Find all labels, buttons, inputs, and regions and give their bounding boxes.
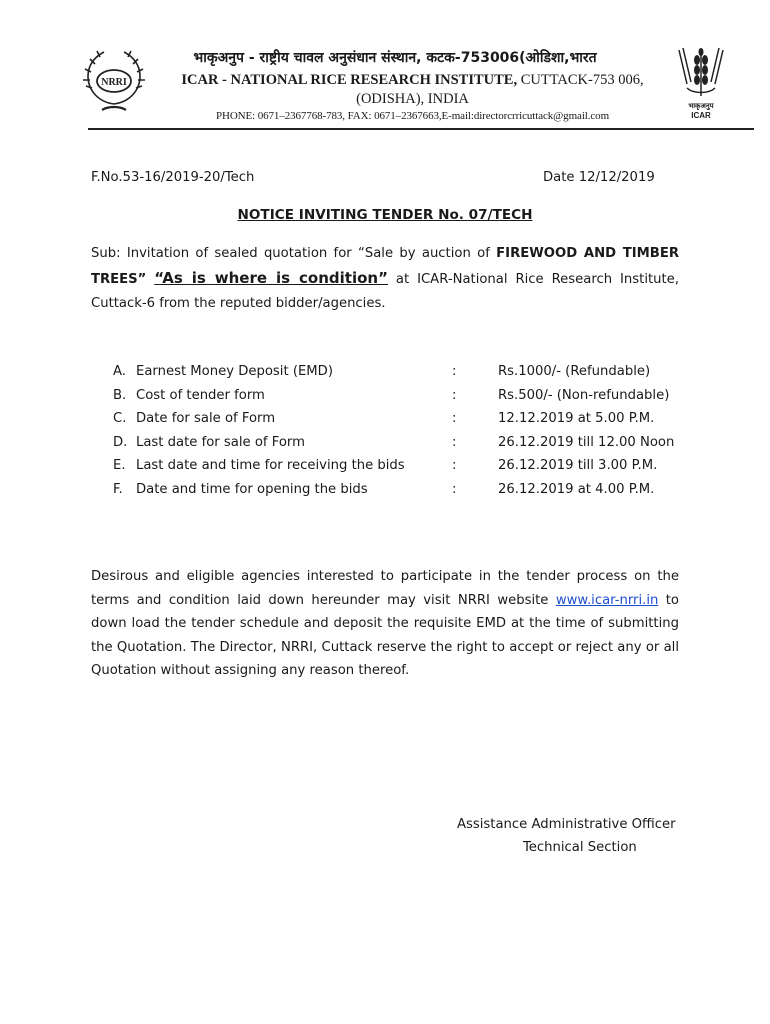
letterhead <box>0 0 770 135</box>
item-value: Rs.500/- (Non-refundable) <box>498 387 670 403</box>
para-pre: Desirous and eligible agencies interested to participate in the tender process on the terms and condition laid down hereunder may visit NRRI website <box>91 569 679 608</box>
item-value: 26.12.2019 till 12.00 Noon <box>498 434 675 450</box>
subject-post: at ICAR-National Rice Research Institute, Cuttack-6 from the reputed bidder/agencies. <box>91 272 679 311</box>
subject-bold: FIREWOOD AND TIMBER TREES” <box>91 246 679 287</box>
file-number: F.No.53-16/2019-20/Tech <box>91 170 255 185</box>
hindi-letterhead: भाकृअनुप - राष्ट्रीय चावल अनुसंधान संस्थान, कटक-753006(ओडिशा,भारत <box>193 50 597 66</box>
subject-pre: Sub: Invitation of sealed quotation for “Sale by auction of <box>91 246 497 261</box>
letterhead-divider <box>88 128 754 130</box>
list-item <box>113 435 703 459</box>
list-item <box>113 458 703 482</box>
wheat-ear-emblem-icon <box>673 44 729 122</box>
signatory-section: Technical Section <box>523 840 637 855</box>
item-letter: E. <box>113 458 126 474</box>
website-link[interactable]: www.icar-nrri.in <box>555 592 659 608</box>
item-value: Rs.1000/- (Refundable) <box>498 364 651 379</box>
para-post: to down load the tender schedule and deposit the requisite EMD at the time of submitting the Quotation. The Director, NRRI, Cuttack reserve the right to accept or reject any or all Quotation without assigning any reason thereof. <box>91 592 680 679</box>
item-letter: A. <box>113 364 126 379</box>
item-label: Last date for sale of Form <box>136 434 305 450</box>
list-item <box>113 388 703 412</box>
item-colon: : <box>452 411 457 427</box>
list-item <box>113 482 703 506</box>
list-item <box>113 411 703 435</box>
signatory-designation: Assistance Administrative Officer <box>457 817 676 832</box>
item-label: Date for sale of Form <box>136 411 276 427</box>
item-letter: D. <box>113 434 128 450</box>
subject-paragraph <box>91 242 679 316</box>
tender-details-list <box>113 364 703 506</box>
item-letter: F. <box>113 481 123 497</box>
item-label: Last date and time for receiving the bids <box>136 458 405 474</box>
instructions-paragraph <box>91 565 679 683</box>
item-label: Cost of tender form <box>136 387 265 403</box>
item-colon: : <box>452 458 457 474</box>
item-colon: : <box>452 387 457 403</box>
item-value: 12.12.2019 at 5.00 P.M. <box>498 411 655 427</box>
item-letter: B. <box>113 387 127 403</box>
right-logo-hindi: भाकृअनुप <box>688 102 714 110</box>
left-logo-label: NRRI <box>101 77 127 88</box>
item-label: Earnest Money Deposit (EMD) <box>136 364 333 379</box>
item-value: 26.12.2019 till 3.00 P.M. <box>498 458 658 474</box>
institute-state: (ODISHA), INDIA <box>356 91 469 107</box>
institute-name-bold: ICAR - NATIONAL RICE RESEARCH INSTITUTE, <box>181 72 518 88</box>
item-value: 26.12.2019 at 4.00 P.M. <box>498 481 655 497</box>
institute-city: CUTTACK-753 006, <box>517 72 644 88</box>
item-colon: : <box>452 434 457 450</box>
contact-line: PHONE: 0671–2367768-783, FAX: 0671–2367663,E-mail:directorcrricuttack@gmail.com <box>215 110 610 122</box>
rice-sheaf-emblem-icon <box>76 44 152 120</box>
item-colon: : <box>452 481 457 497</box>
list-item <box>113 364 703 388</box>
item-colon: : <box>452 364 457 379</box>
subject-condition: “As is where is condition” <box>154 269 388 287</box>
institute-name <box>160 72 665 89</box>
right-logo-label: ICAR <box>691 111 711 120</box>
item-letter: C. <box>113 411 127 427</box>
page-title: NOTICE INVITING TENDER No. 07/TECH <box>237 207 533 223</box>
item-label: Date and time for opening the bids <box>136 481 368 497</box>
document-date: Date 12/12/2019 <box>543 170 655 185</box>
